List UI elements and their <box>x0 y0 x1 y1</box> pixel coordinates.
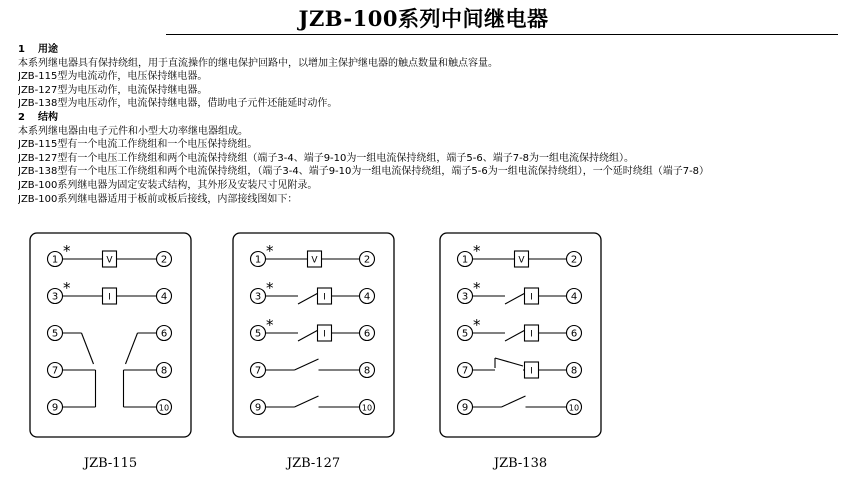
text-line: JZB-115型为电流动作，电压保持继电器。 <box>18 71 208 83</box>
section-number: 2 <box>18 111 25 123</box>
contact-blade <box>502 396 526 407</box>
contact-blade <box>505 292 527 304</box>
model-label: JZB-138 <box>493 456 548 471</box>
wiring-diagram-jzb-127 <box>233 233 394 471</box>
text-line: JZB-100系列继电器适用于板前或板后接线，内部接线图如下： <box>18 193 298 205</box>
terminal-number: 6 <box>160 328 168 340</box>
terminal-number: 5 <box>254 328 262 340</box>
terminal-number: 3 <box>51 291 59 303</box>
text-line: JZB-100系列继电器为固定安装式结构，其外形及安装尺寸见附录。 <box>18 179 318 191</box>
polarity-star: * <box>473 279 481 297</box>
wiring-diagram-jzb-115 <box>30 233 191 471</box>
model-label: JZB-127 <box>286 456 341 471</box>
text-line: JZB-127型为电压动作，电流保持继电器。 <box>18 84 208 96</box>
contact-blade <box>505 329 527 341</box>
terminal-number: 5 <box>51 328 59 340</box>
terminal-number: 10 <box>568 403 580 413</box>
terminal-number: 4 <box>363 291 371 303</box>
terminal-number: 2 <box>363 254 371 266</box>
text-line: 本系列继电器具有保持绕组，用于直流操作的继电保护回路中，以增加主保护继电器的触点数量和触点容量。 <box>18 57 498 69</box>
coil-label: V <box>106 255 113 266</box>
coil-label: V <box>311 255 318 266</box>
contact-blade <box>298 292 320 304</box>
terminal-number: 1 <box>51 254 59 266</box>
terminal-number: 9 <box>51 402 59 414</box>
terminal-number: 8 <box>160 365 168 377</box>
coil-label: I <box>108 292 111 303</box>
text-line: JZB-115型有一个电流工作绕组和一个电压保持绕组。 <box>18 139 258 151</box>
section-number: 1 <box>18 44 25 55</box>
terminal-number: 1 <box>461 254 469 266</box>
terminal-number: 5 <box>461 328 469 340</box>
text-line: 本系列继电器由电子元件和小型大功率继电器组成。 <box>18 125 248 137</box>
contact-blade <box>295 396 319 407</box>
terminal-number: 8 <box>570 365 578 377</box>
terminal-number: 7 <box>461 365 469 377</box>
section-heading-text: 结构 <box>38 111 58 123</box>
terminal-number: 2 <box>570 254 578 266</box>
text-line: JZB-127型有一个电压工作绕组和两个电流保持绕组（端子3-4、端子9-10为一组电流保持绕组，端子5-6、端子7-8为一组电流保持绕组）。 <box>18 152 635 164</box>
contact-blade <box>295 359 319 370</box>
polarity-star: * <box>473 242 481 260</box>
polarity-star: * <box>63 279 71 297</box>
polarity-star: * <box>63 242 71 260</box>
coil-label: V <box>518 255 525 266</box>
polarity-star: * <box>266 279 274 297</box>
terminal-number: 7 <box>51 365 59 377</box>
coil-label: I <box>323 292 326 303</box>
terminal-number: 9 <box>254 402 262 414</box>
text-line: JZB-138型有一个电压工作绕组和两个电流保持绕组，（端子3-4、端子9-10为一组电流保持绕组，端子5-6为一组电流保持绕组），一个延时绕组（端子7-8） <box>18 166 710 178</box>
terminal-number: 7 <box>254 365 262 377</box>
terminal-number: 10 <box>158 403 170 413</box>
terminal-number: 6 <box>570 328 578 340</box>
polarity-star: * <box>266 316 274 334</box>
coil-label: I <box>323 329 326 340</box>
contact-blade <box>298 329 320 341</box>
coil-label: I <box>530 329 533 340</box>
polarity-star: * <box>266 242 274 260</box>
section-heading-text: 用途 <box>38 44 58 55</box>
contact-blade <box>495 358 523 366</box>
model-label: JZB-115 <box>83 456 138 471</box>
terminal-number: 6 <box>363 328 371 340</box>
polarity-star: * <box>473 316 481 334</box>
terminal-number: 3 <box>254 291 262 303</box>
wiring-diagram-jzb-138 <box>440 233 601 471</box>
coil-label: I <box>530 366 533 377</box>
terminal-number: 4 <box>570 291 578 303</box>
terminal-number: 9 <box>461 402 469 414</box>
terminal-number: 1 <box>254 254 262 266</box>
terminal-number: 2 <box>160 254 168 266</box>
coil-label: I <box>530 292 533 303</box>
terminal-number: 8 <box>363 365 371 377</box>
contact-blade <box>126 333 138 364</box>
contact-blade <box>82 333 94 364</box>
terminal-number: 10 <box>361 403 373 413</box>
terminal-number: 4 <box>160 291 168 303</box>
terminal-number: 3 <box>461 291 469 303</box>
document-title: JZB-100系列中间继电器 <box>298 6 549 31</box>
text-line: JZB-138型为电压动作，电流保持继电器，借助电子元件还能延时动作。 <box>18 98 338 110</box>
